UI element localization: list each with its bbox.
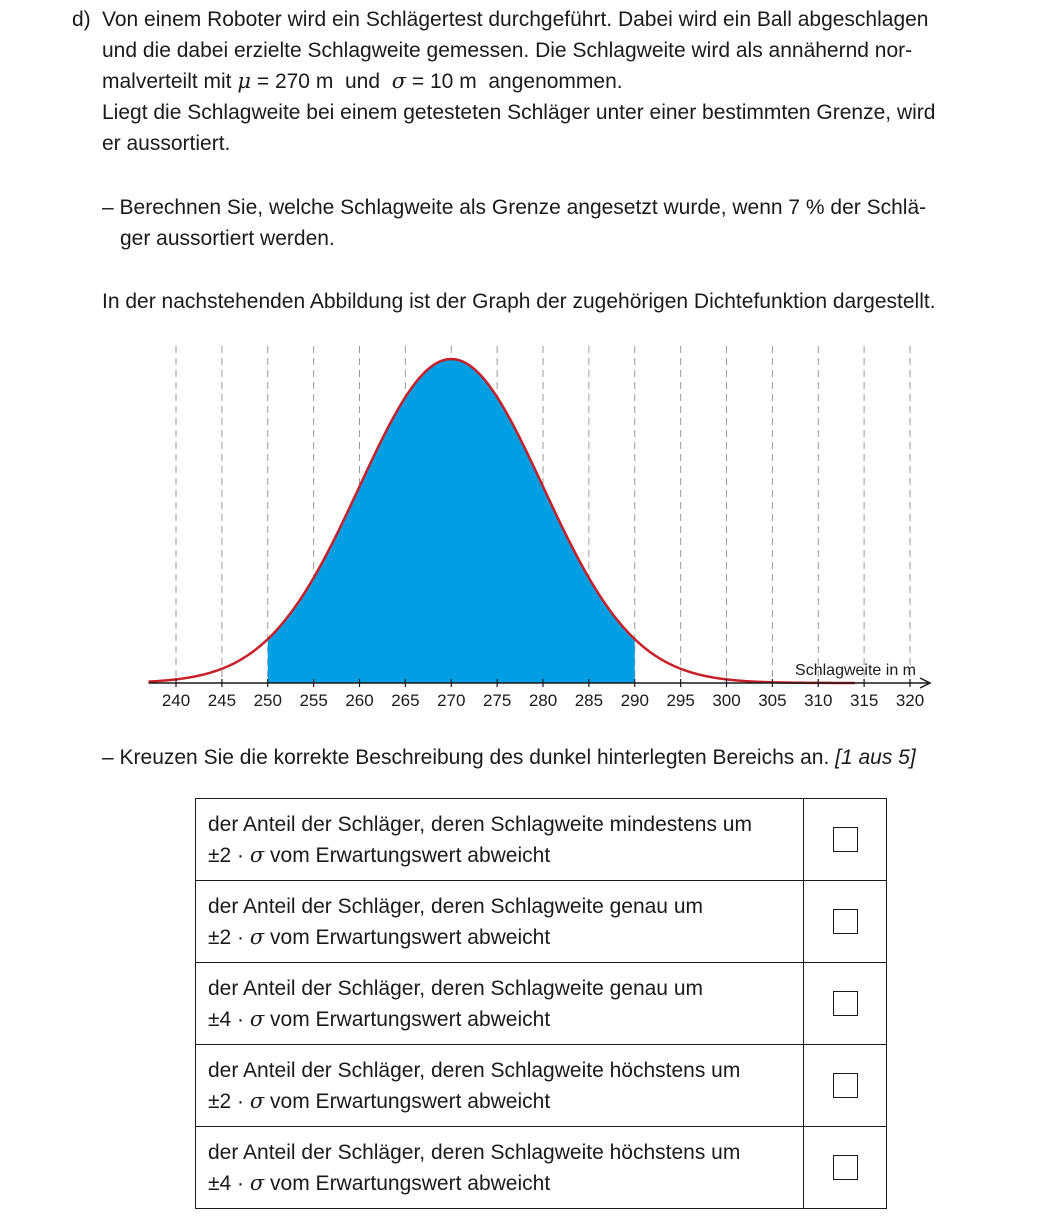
bullet-2-hint: [1 aus 5] <box>835 746 916 769</box>
shaded-area <box>268 359 635 683</box>
x-tick-label: 295 <box>666 691 695 710</box>
x-tick-label: 240 <box>161 691 191 710</box>
option-suffix: vom Erwartungswert abweicht <box>264 843 551 867</box>
limit-line-2: er aussortiert. <box>102 132 231 155</box>
option-checkbox[interactable] <box>833 991 858 1016</box>
bullet-1-line-2: ger aussortiert werden. <box>120 227 335 250</box>
option-checkbox[interactable] <box>833 1155 858 1180</box>
option-line-1: der Anteil der Schläger, deren Schlagweite höchstens um <box>208 1140 741 1164</box>
x-tick-label: 305 <box>758 691 787 710</box>
option-sigma: σ <box>249 1088 265 1113</box>
option-row <box>196 963 887 1045</box>
option-row <box>196 1127 887 1209</box>
density-chart-svg <box>0 330 1040 720</box>
option-factor: ±2 · <box>208 843 250 867</box>
bullet-2 <box>102 742 916 773</box>
x-tick-label: 245 <box>207 691 237 710</box>
option-checkbox-cell <box>804 1045 887 1127</box>
limit-line-1: Liegt die Schlagweite bei einem getesteten Schläger unter einer bestimmten Grenze, wird <box>102 101 936 124</box>
option-suffix: vom Erwartungswert abweicht <box>264 1089 551 1113</box>
x-tick-label: 320 <box>895 691 925 710</box>
mu-symbol: μ <box>237 69 252 93</box>
option-line-2 <box>208 1168 803 1199</box>
option-row <box>196 1045 887 1127</box>
sigma-symbol: σ <box>391 69 407 93</box>
option-line-1: der Anteil der Schläger, deren Schlagweite genau um <box>208 976 703 1000</box>
option-checkbox-cell <box>804 963 887 1045</box>
option-text <box>196 881 804 963</box>
option-suffix: vom Erwartungswert abweicht <box>264 925 551 949</box>
intro-line-3-post: angenommen. <box>476 70 623 93</box>
x-axis-label: Schlagweite in m <box>795 662 916 679</box>
option-line-1: der Anteil der Schläger, deren Schlagweite höchstens um <box>208 1058 741 1082</box>
choice-table <box>195 798 887 1209</box>
intro-line-3 <box>102 66 623 97</box>
option-factor: ±4 · <box>208 1171 250 1195</box>
option-line-2 <box>208 1086 803 1117</box>
x-tick-label: 290 <box>620 691 649 710</box>
option-checkbox-cell <box>804 1127 887 1209</box>
x-tick-label: 255 <box>299 691 328 710</box>
x-tick-label: 275 <box>482 691 512 710</box>
option-text <box>196 799 804 881</box>
density-chart <box>0 330 1040 720</box>
option-text <box>196 1127 804 1209</box>
option-factor: ±2 · <box>208 925 250 949</box>
option-suffix: vom Erwartungswert abweicht <box>264 1007 551 1031</box>
option-sigma: σ <box>249 842 265 867</box>
figure-caption: In der nachstehenden Abbildung ist der Graph der zugehörigen Dichtefunktion dargestellt. <box>102 290 936 313</box>
intro-line-3-pre: malverteilt mit <box>102 70 238 93</box>
x-tick-label: 315 <box>849 691 879 710</box>
option-row <box>196 881 887 963</box>
bullet-1-line-1: – Berechnen Sie, welche Schlagweite als Grenze angesetzt wurde, wenn 7 % der Schlä- <box>102 196 927 219</box>
option-line-1: der Anteil der Schläger, deren Schlagweite genau um <box>208 894 703 918</box>
intro-line-3-mid: und <box>333 70 392 93</box>
task-label: d) <box>72 8 91 31</box>
x-tick-label: 300 <box>712 691 741 710</box>
option-checkbox-cell <box>804 881 887 963</box>
mu-value: = 270 m <box>251 70 334 93</box>
option-sigma: σ <box>249 1170 265 1195</box>
x-tick-label: 265 <box>391 691 420 710</box>
x-tick-label: 250 <box>253 691 282 710</box>
bullet-2-text: – Kreuzen Sie die korrekte Beschreibung des dunkel hinterlegten Bereichs an. <box>102 746 836 769</box>
option-line-2 <box>208 1004 803 1035</box>
option-checkbox-cell <box>804 799 887 881</box>
option-checkbox[interactable] <box>833 909 858 934</box>
option-row <box>196 799 887 881</box>
option-text <box>196 1045 804 1127</box>
x-tick-label: 310 <box>804 691 833 710</box>
option-suffix: vom Erwartungswert abweicht <box>264 1171 551 1195</box>
option-factor: ±2 · <box>208 1089 250 1113</box>
x-tick-label: 270 <box>437 691 466 710</box>
option-line-2 <box>208 840 803 871</box>
option-sigma: σ <box>249 1006 265 1031</box>
x-tick-label: 280 <box>528 691 558 710</box>
option-line-1: der Anteil der Schläger, deren Schlagweite mindestens um <box>208 812 752 836</box>
intro-line-1: Von einem Roboter wird ein Schlägertest durchgeführt. Dabei wird ein Ball abgeschlagen <box>102 8 929 31</box>
sigma-value: = 10 m <box>406 70 477 93</box>
option-checkbox[interactable] <box>833 827 858 852</box>
option-text <box>196 963 804 1045</box>
option-line-2 <box>208 922 803 953</box>
x-tick-label: 260 <box>345 691 374 710</box>
intro-line-2: und die dabei erzielte Schlagweite gemessen. Die Schlagweite wird als annähernd nor- <box>102 39 913 62</box>
option-checkbox[interactable] <box>833 1073 858 1098</box>
option-factor: ±4 · <box>208 1007 250 1031</box>
x-tick-label: 285 <box>574 691 604 710</box>
option-sigma: σ <box>249 924 265 949</box>
